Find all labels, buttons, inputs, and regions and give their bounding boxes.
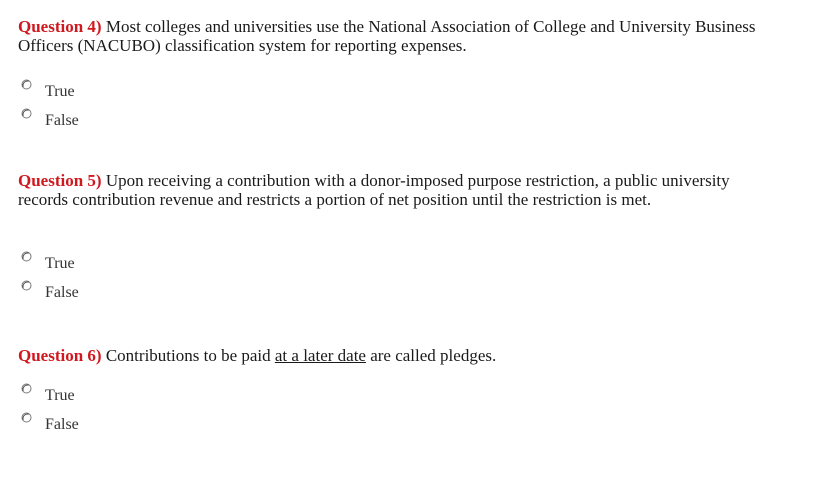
option-label: True (45, 255, 75, 272)
question-5-text (18, 171, 758, 209)
question-6-body-start: Contributions to be paid (101, 346, 275, 365)
radio-button-icon[interactable] (21, 251, 32, 262)
question-4-body: Most colleges and universities use the National Association of College and University Business Officers (NACUBO) classification system for reporting expenses. (18, 17, 756, 55)
question-4-text (18, 17, 758, 55)
question-6-label: Question 6) (18, 346, 102, 365)
option-label: True (45, 387, 75, 404)
option-label: False (45, 284, 79, 301)
option-true[interactable] (18, 251, 318, 280)
option-false[interactable] (18, 108, 318, 137)
radio-button-icon[interactable] (21, 383, 32, 394)
question-6-text (18, 346, 758, 365)
question-5-body: Upon receiving a contribution with a donor-imposed purpose restriction, a public university records contribution revenue and restricts a portion of net position until the restriction is met. (18, 171, 730, 209)
question-6-underlined-phrase: at a later date (274, 346, 366, 365)
question-4-label: Question 4) (18, 17, 102, 36)
option-true[interactable] (18, 383, 318, 412)
option-false[interactable] (18, 412, 318, 441)
question-6-body-end: are called pledges. (365, 346, 497, 365)
option-false[interactable] (18, 280, 318, 309)
option-label: False (45, 112, 79, 129)
option-true[interactable] (18, 79, 318, 108)
radio-button-icon[interactable] (21, 280, 32, 291)
question-5-label: Question 5) (18, 171, 102, 190)
question-4-options (18, 79, 318, 137)
option-label: False (45, 416, 79, 433)
radio-button-icon[interactable] (21, 108, 32, 119)
question-6-options (18, 383, 318, 441)
question-5 (18, 171, 758, 301)
question-4 (18, 17, 758, 129)
question-5-options (18, 251, 318, 309)
radio-button-icon[interactable] (21, 412, 32, 423)
option-label: True (45, 83, 75, 100)
radio-button-icon[interactable] (21, 79, 32, 90)
question-6 (18, 346, 758, 433)
